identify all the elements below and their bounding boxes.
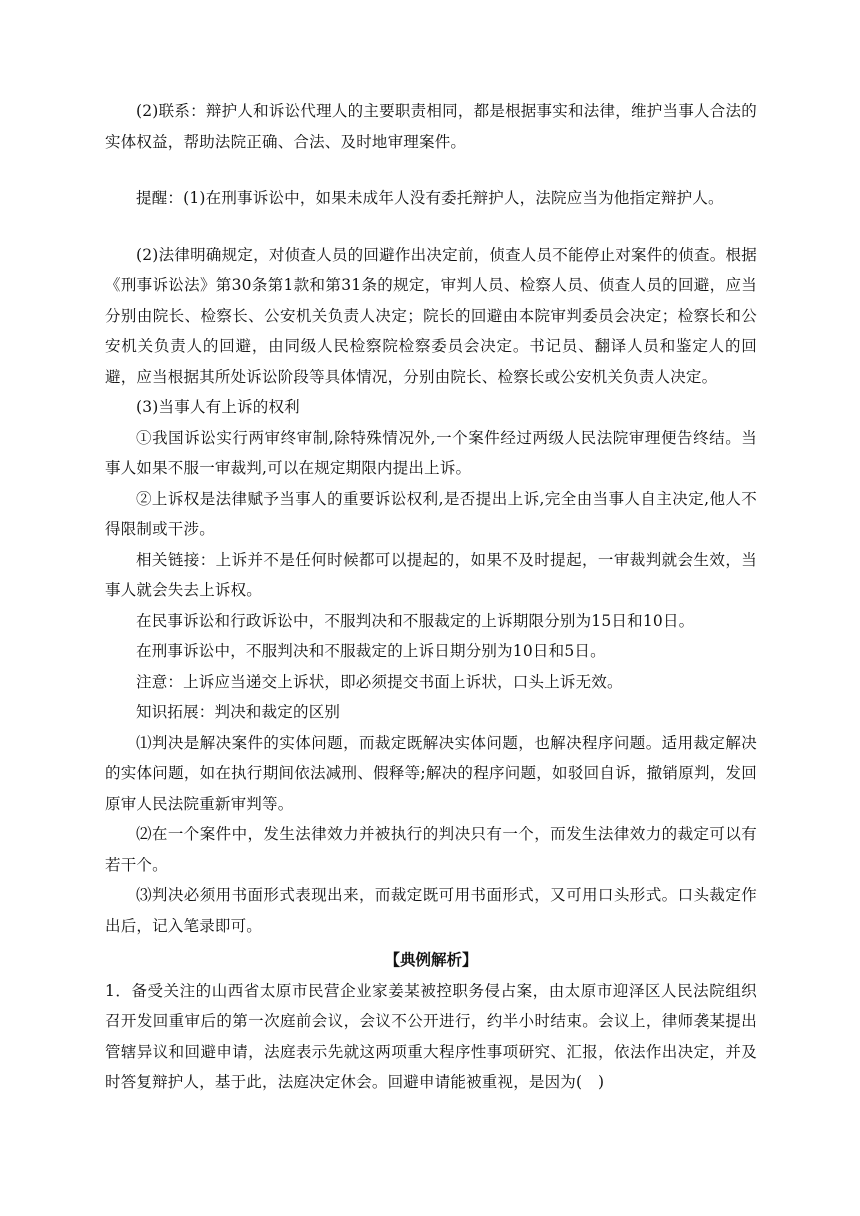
document-body bbox=[105, 96, 757, 1098]
paragraph-difference-2: ⑵在一个案件中，发生法律效力并被执行的判决只有一个，而发生法律效力的裁定可以有若干个。 bbox=[105, 825, 757, 874]
paragraph-difference-3: ⑶判决必须用书面形式表现出来，而裁定既可用书面形式，又可用口头形式。口头裁定作出后，记入笔录即可。 bbox=[105, 886, 757, 935]
paragraph-knowledge-extension: 知识拓展：判决和裁定的区别 bbox=[136, 703, 341, 721]
paragraph-criminal-deadline: 在刑事诉讼中，不服判决和不服裁定的上诉日期分别为10日和5日。 bbox=[136, 642, 606, 660]
paragraph-appeal-right-heading: (3)当事人有上诉的权利 bbox=[136, 398, 300, 416]
paragraph-reminder: 提醒：(1)在刑事诉讼中，如果未成年人没有委托辩护人，法院应当为他指定辩护人。 bbox=[136, 189, 724, 207]
paragraph-difference-1: ⑴判决是解决案件的实体问题，而裁定既解决实体问题，也解决程序问题。适用裁定解决的实体问题，如在执行期间依法减刑、假释等;解决的程序问题，如驳回自诉，撤销原判，发回原审人民法院重新审判等。 bbox=[105, 733, 757, 813]
paragraph-civil-admin-deadline: 在民事诉讼和行政诉讼中，不服判决和不服裁定的上诉期限分别为15日和10日。 bbox=[136, 611, 695, 630]
paragraph-relation: (2)联系：辩护人和诉讼代理人的主要职责相同，都是根据事实和法律，维护当事人合法的实体权益，帮助法院正确、合法、及时地审理案件。 bbox=[105, 102, 757, 151]
section-heading: 【典例解析】 bbox=[384, 950, 478, 969]
paragraph-recusal-rules: (2)法律明确规定，对侦查人员的回避作出决定前，侦查人员不能停止对案件的侦查。根据《刑事诉讼法》第30条第1款和第31条的规定，审判人员、检察人员、侦查人员的回避，应当分别由院长、检察长、公安机关负责人决定；院长的回避由本院审判委员会决定；检察长和公安机关负责人的回避，由同级人民检察院检察委员会决定。书记员、翻译人员和鉴定人的回避，应当根据其所处诉讼阶段等具体情况，分别由院长、检察长或公安机关负责人决定。 bbox=[105, 245, 757, 386]
paragraph-appeal-right: ②上诉权是法律赋予当事人的重要诉讼权利,是否提出上诉,完全由当事人自主决定,他人不得限制或干涉。 bbox=[105, 489, 757, 538]
paragraph-related-link: 相关链接：上诉并不是任何时候都可以提起的，如果不及时提起，一审裁判就会生效，当事人就会失去上诉权。 bbox=[105, 550, 757, 599]
paragraph-note: 注意：上诉应当递交上诉状，即必须提交书面上诉状，口头上诉无效。 bbox=[136, 672, 623, 691]
paragraph-two-instance-system: ①我国诉讼实行两审终审制,除特殊情况外,一个案件经过两级人民法院审理便告终结。当事人如果不服一审裁判,可以在规定期限内提出上诉。 bbox=[105, 428, 757, 477]
question-1: 1．备受关注的山西省太原市民营企业家姜某被控职务侵占案，由太原市迎泽区人民法院组织召开发回重审后的第一次庭前会议，会议不公开进行，约半小时结束。会议上，律师袭某提出管辖异议和回避申请，法庭表示先就这两项重大程序性事项研究、汇报，依法作出决定，并及时答复辩护人，基于此，法庭决定休会。回避申请能被重视，是因为( ) bbox=[105, 981, 757, 1091]
